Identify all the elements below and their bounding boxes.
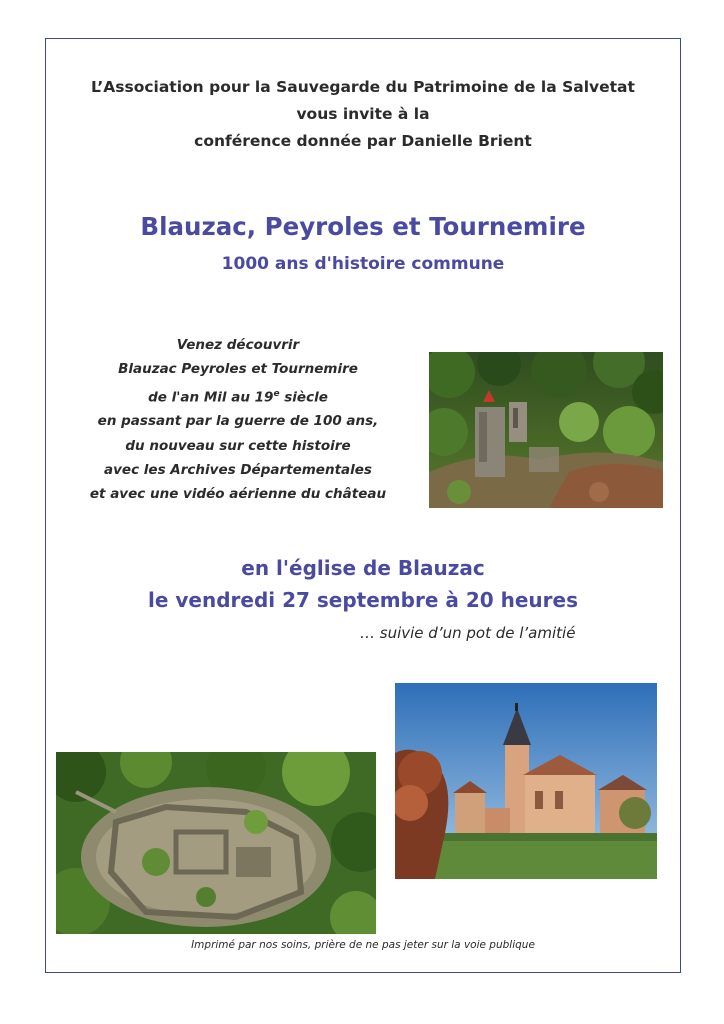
description-line: Blauzac Peyroles et Tournemire bbox=[118, 361, 358, 378]
intro-line-invite: vous invite à la bbox=[296, 105, 430, 123]
castle-ruin-photo bbox=[429, 352, 663, 508]
description-line: Venez découvrir bbox=[176, 337, 300, 353]
after-event-note: … suivie d’un pot de l’amitié bbox=[360, 624, 576, 642]
description-line: et avec une vidéo aérienne du château bbox=[89, 486, 387, 503]
description-line: en passant par la guerre de 100 ans, bbox=[97, 413, 379, 430]
intro-line-association: L’Association pour la Sauvegarde du Patrimoine de la Salvetat bbox=[91, 78, 635, 96]
event-title: Blauzac, Peyroles et Tournemire bbox=[140, 212, 586, 241]
church-photo bbox=[395, 683, 657, 879]
description-line: avec les Archives Départementales bbox=[104, 461, 372, 478]
venue-location: en l'église de Blauzac bbox=[241, 556, 485, 580]
venue-datetime: le vendredi 27 septembre à 20 heures bbox=[148, 588, 578, 612]
aerial-ruin-photo bbox=[56, 752, 376, 934]
description-block bbox=[62, 333, 414, 507]
venue-block bbox=[45, 552, 681, 616]
footer-note: Imprimé par nos soins, prière de ne pas jeter sur la voie publique bbox=[191, 939, 535, 951]
event-subtitle: 1000 ans d'histoire commune bbox=[221, 254, 505, 274]
description-line: du nouveau sur cette histoire bbox=[125, 437, 351, 454]
description-line: de l'an Mil au 19e siècle bbox=[148, 388, 328, 406]
intro-line-speaker: conférence donnée par Danielle Brient bbox=[194, 132, 532, 150]
intro-block bbox=[45, 74, 681, 155]
